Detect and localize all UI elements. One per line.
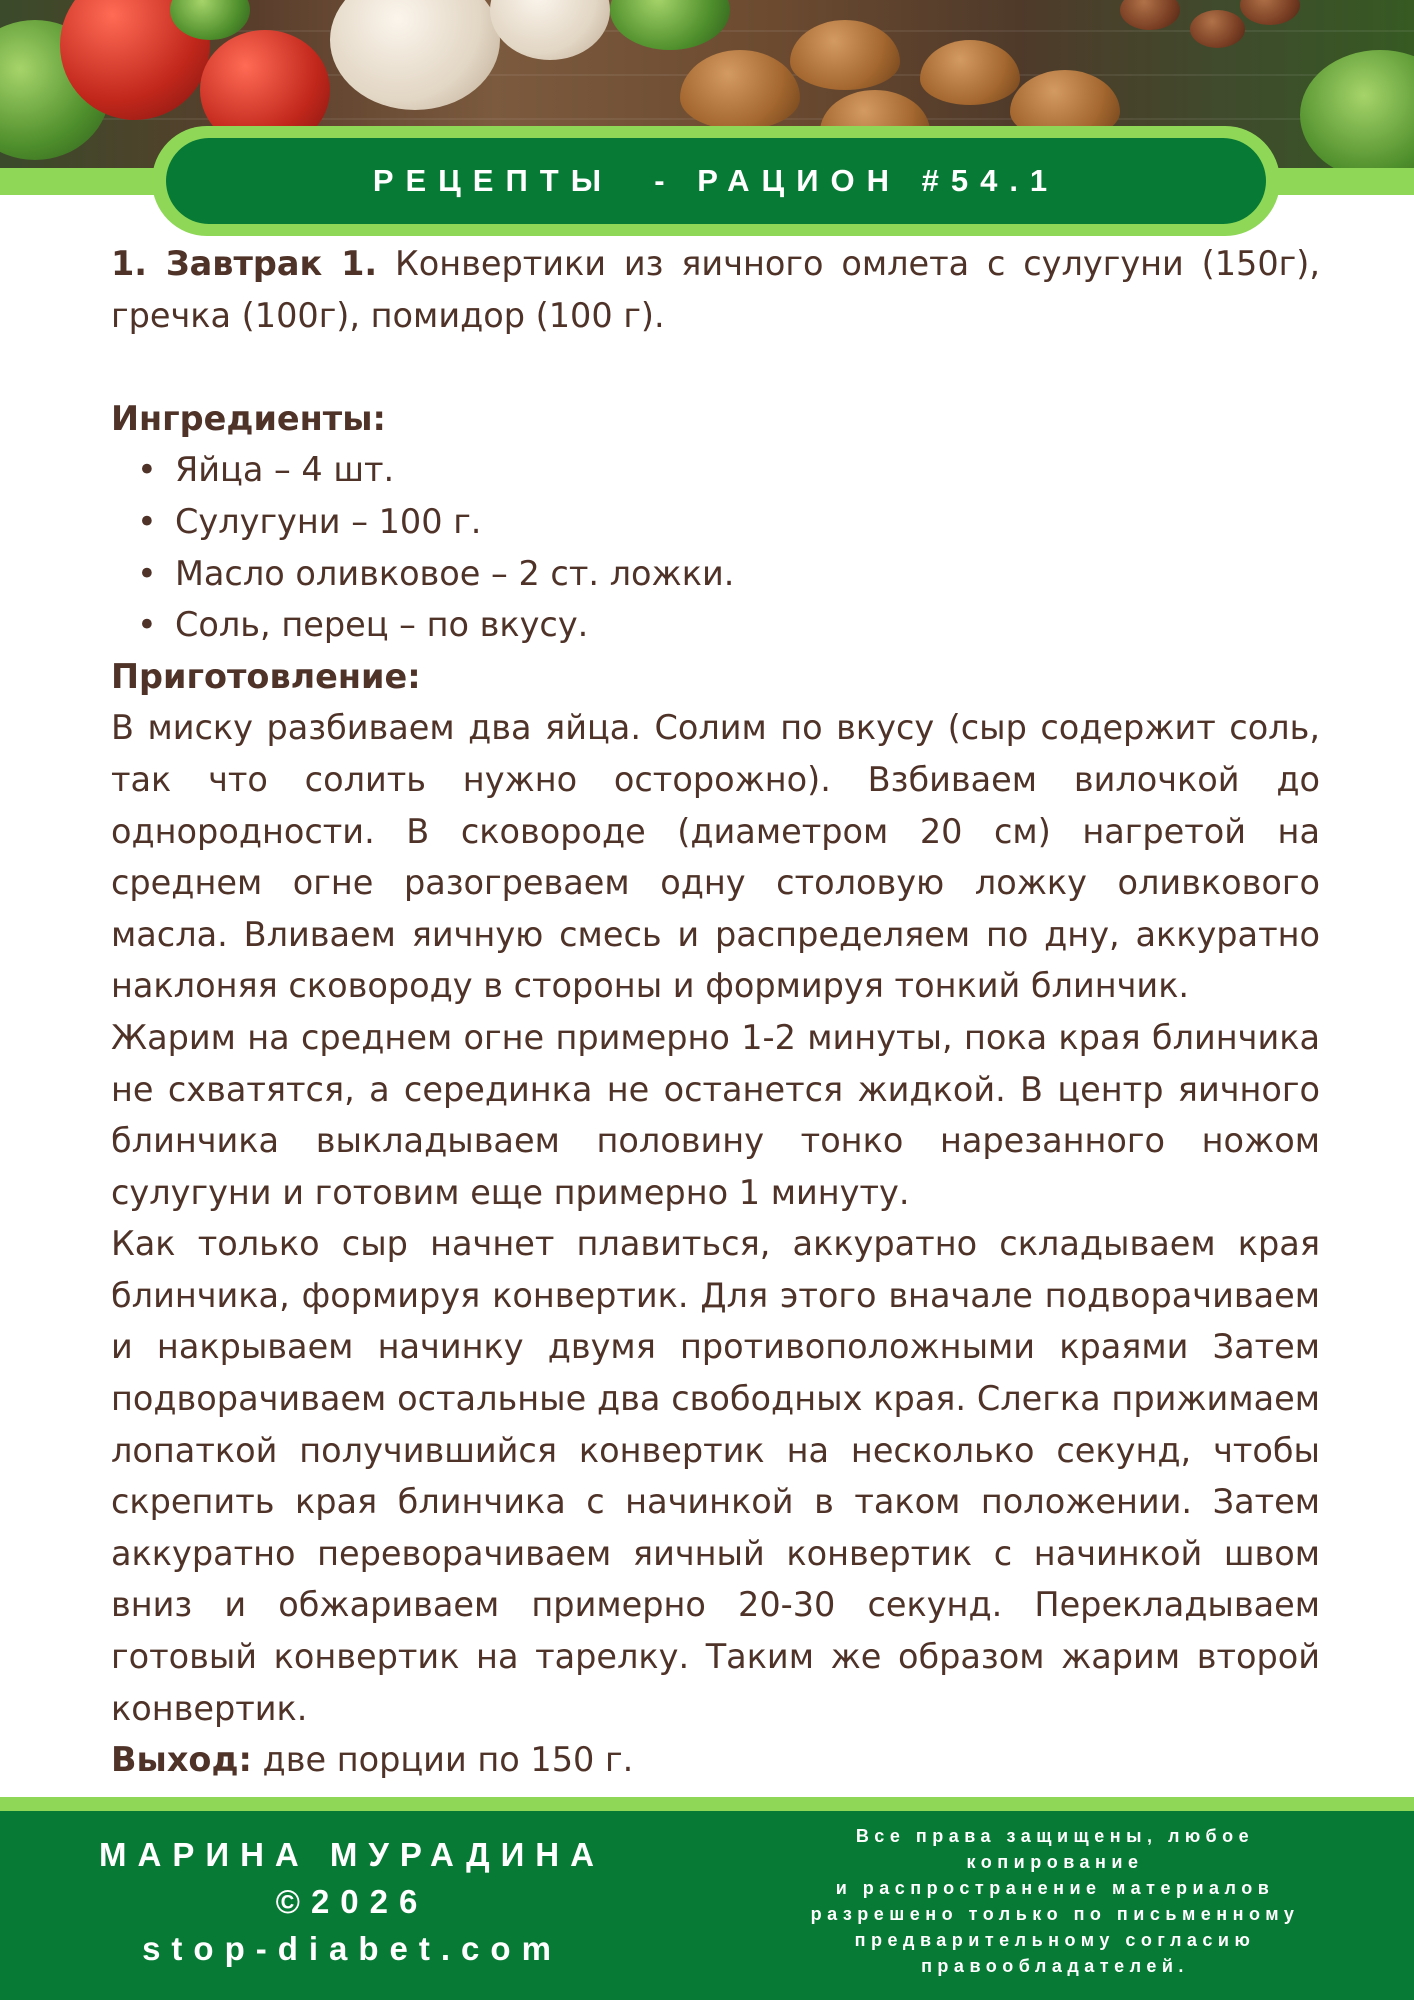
footer-accent-line — [0, 1797, 1414, 1811]
title-pill — [166, 138, 1266, 224]
preparation-paragraph: Как только сыр начнет плавиться, аккуратно складываем края блинчика, формируя конвертик. Для этого вначале подворачиваем и накрываем начинку двумя противоположными краями Затем подворачиваем остальные два свободных края. Слегка прижимаем лопаткой получившийся конвертик на несколько секунд, чтобы скрепить края блинчика с начинкой в таком положении. Затем аккуратно переворачиваем яичный конвертик с начинкой швом вниз и обжариваем примерно 20-30 секунд. Перекладываем готовый конвертик на тарелку. Таким же образом жарим второй конвертик. — [111, 1224, 1320, 1728]
rights-line: Все права защищены, любое — [855, 1826, 1255, 1846]
copyright-year: ©2026 — [275, 1883, 429, 1920]
rights-line: разрешено только по письменному — [810, 1904, 1300, 1924]
rights-line: и распространение материалов — [835, 1878, 1275, 1898]
ingredients-heading: Ингредиенты: — [111, 398, 386, 438]
recipe-intro — [111, 238, 1320, 341]
preparation-paragraph: Жарим на среднем огне примерно 1-2 минуты, пока края блинчика не схватятся, а серединка не останется жидкой. В центр яичного блинчика выкладываем половину тонко нарезанного ножом сулугуни и готовим еще примерно 1 минуту. — [111, 1017, 1320, 1212]
rights-notice — [740, 1823, 1370, 1979]
ingredient-item: • Масло оливковое – 2 ст. ложки. — [175, 548, 1320, 600]
rights-line: правообладателей. — [921, 1956, 1189, 1976]
ingredients-list — [111, 444, 1320, 650]
preparation-paragraph: В миску разбиваем два яйца. Солим по вкусу (сыр содержит соль, так что солить нужно осторожно). Взбиваем вилочкой до однородности. В сковороде (диаметром 20 см) нагретой на среднем огне разогреваем одну столовую ложку оливкового масла. Вливаем яичную смесь и распределяем по дну, аккуратно наклоняя сковороду в стороны и формируя тонкий блинчик. — [111, 708, 1320, 1006]
website-link[interactable]: stop-diabet.com — [142, 1930, 562, 1967]
ingredient-item: • Яйца – 4 шт. — [175, 444, 1320, 496]
meal-title: 1. Завтрак 1. — [111, 244, 378, 283]
author-name: МАРИНА МУРАДИНА — [99, 1836, 605, 1873]
yield-label: Выход: — [111, 1740, 252, 1780]
page-title: РЕЦЕПТЫ - РАЦИОН #54.1 — [372, 163, 1060, 198]
recipe-content — [111, 238, 1320, 1786]
recipe-yield — [111, 1734, 1320, 1786]
rights-line: копирование — [966, 1852, 1144, 1872]
rights-line: предварительному согласию — [854, 1930, 1256, 1950]
yield-value: две порции по 150 г. — [251, 1740, 634, 1780]
meal-description: Конвертики из яичного омлета с сулугуни (150г), гречка (100г), помидор (100 г). — [111, 244, 1320, 335]
footer — [0, 1811, 1414, 2000]
ingredient-item: • Соль, перец – по вкусу. — [175, 599, 1320, 651]
footer-author-block — [62, 1831, 642, 1972]
ingredient-item: • Сулугуни – 100 г. — [175, 496, 1320, 548]
preparation-heading: Приготовление: — [111, 656, 421, 696]
